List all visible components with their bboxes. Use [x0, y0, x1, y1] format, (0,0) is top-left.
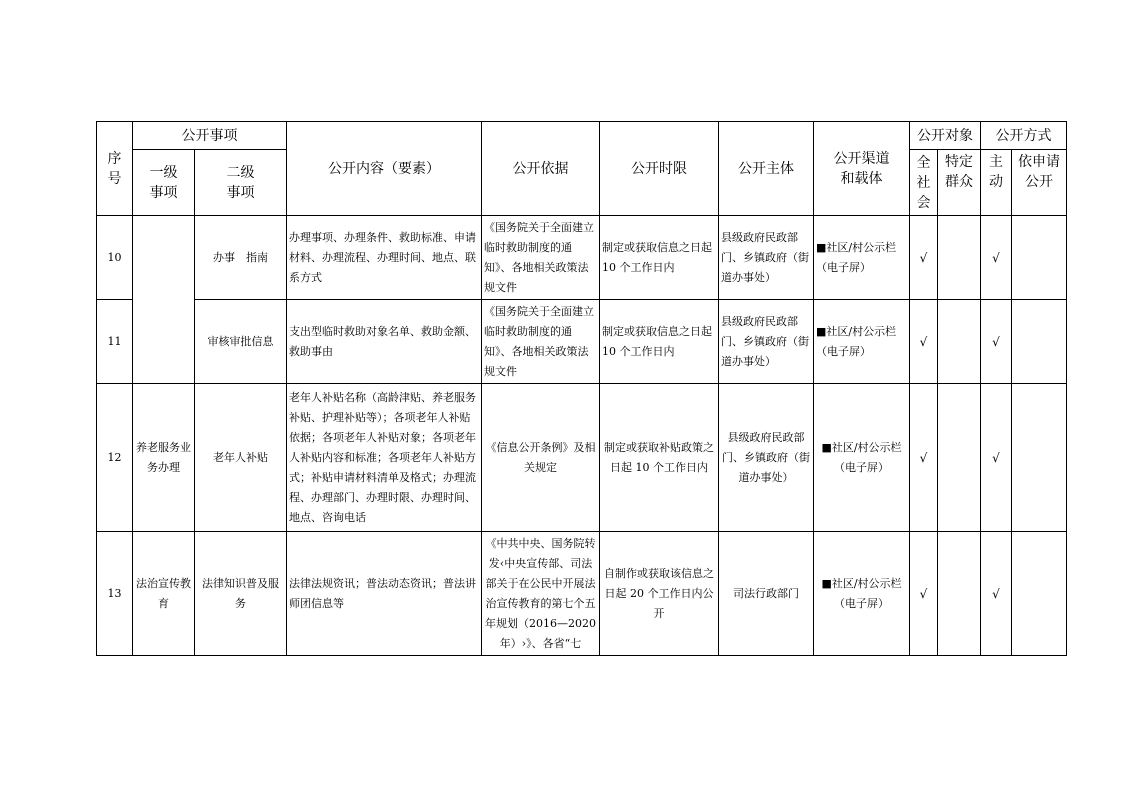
row-number: 13: [97, 532, 133, 656]
row-content: 法律法规资讯；普法动态资讯；普法讲师团信息等: [287, 532, 482, 656]
row-channel: ■社区/村公示栏（电子屏）: [814, 532, 910, 656]
row-check-active: √: [981, 532, 1012, 656]
row-level2: 老年人补贴: [195, 384, 287, 532]
header-method-group: 公开方式: [981, 122, 1067, 150]
table-row: [97, 216, 1067, 300]
row-channel: ■社区/村公示栏（电子屏）: [814, 300, 910, 384]
header-audience-specific-2: 群众: [945, 174, 973, 190]
row-subject: 县级政府民政部门、乡镇政府（街道办事处）: [719, 384, 814, 532]
row-subject: 司法行政部门: [719, 532, 814, 656]
header-audience-specific: [938, 150, 981, 216]
row-basis: 《国务院关于全面建立临时救助制度的通知》、各地相关政策法规文件: [482, 216, 600, 300]
header-method-request-1: 依申请: [1018, 154, 1060, 170]
row-content: 支出型临时救助对象名单、救助金额、救助事由: [287, 300, 482, 384]
row-number: 12: [97, 384, 133, 532]
row-level1: [133, 216, 195, 384]
row-check-active: √: [981, 300, 1012, 384]
row-check-all: √: [910, 384, 938, 532]
row-content: 办理事项、办理条件、救助标准、申请材料、办理流程、办理时间、地点、联系方式: [287, 216, 482, 300]
header-method-request-2: 公开: [1025, 174, 1053, 190]
row-level2: 办事 指南: [195, 216, 287, 300]
header-seq-line2: 号: [107, 170, 122, 187]
row-level2: 法律知识普及服务: [195, 532, 287, 656]
table-row: [97, 300, 1067, 384]
row-number: 10: [97, 216, 133, 300]
header-audience-specific-1: 特定: [945, 154, 973, 170]
header-audience-group: 公开对象: [910, 122, 981, 150]
row-check-specific: [938, 300, 981, 384]
row-check-specific: [938, 532, 981, 656]
row-subject: 县级政府民政部门、乡镇政府（街道办事处）: [719, 300, 814, 384]
header-subject: 公开主体: [719, 122, 814, 216]
header-method-active: [981, 150, 1012, 216]
header-level2-line1: 二级: [226, 164, 255, 181]
disclosure-table: [96, 121, 1067, 656]
table-row: [97, 384, 1067, 532]
row-check-active: √: [981, 384, 1012, 532]
row-check-all: √: [910, 300, 938, 384]
header-channel-line2: 和载体: [840, 170, 883, 187]
row-level1: 法治宣传教育: [133, 532, 195, 656]
header-content: 公开内容（要素）: [287, 122, 482, 216]
row-basis: 《中共中央、国务院转发‹中央宣传部、司法部关于在公民中开展法治宣传教育的第七个五年规划（2016—2020 年）›》、各省“七: [482, 532, 600, 656]
header-method-active-2: 动: [989, 174, 1003, 190]
header-audience-all-2: 社: [916, 174, 931, 191]
row-deadline: 制定或获取信息之日起 10 个工作日内: [600, 216, 719, 300]
row-check-request: [1012, 532, 1067, 656]
row-content: 老年人补贴名称（高龄津贴、养老服务补贴、护理补贴等）；各项老年人补贴依据；各项老年人补贴对象；各项老年人补贴内容和标准；各项老年人补贴方式；补贴申请材料清单及格式；办理流程、办理部门、办理时限、办理时间、地点、咨询电话: [287, 384, 482, 532]
row-basis: 《信息公开条例》及相关规定: [482, 384, 600, 532]
header-level2: [195, 150, 287, 216]
row-level2: 审核审批信息: [195, 300, 287, 384]
header-method-active-1: 主: [989, 154, 1003, 170]
header-audience-all-1: 全: [916, 154, 931, 171]
row-check-active: √: [981, 216, 1012, 300]
header-level1-line1: 一级: [149, 164, 178, 181]
header-method-request: [1012, 150, 1067, 216]
header-channel-line1: 公开渠道: [833, 150, 890, 167]
header-basis: 公开依据: [482, 122, 600, 216]
header-channel: [814, 122, 910, 216]
row-check-request: [1012, 300, 1067, 384]
row-channel: ■社区/村公示栏（电子屏）: [814, 384, 910, 532]
row-check-request: [1012, 216, 1067, 300]
header-deadline: 公开时限: [600, 122, 719, 216]
header-level2-line2: 事项: [226, 184, 255, 201]
row-check-request: [1012, 384, 1067, 532]
header-row-1: [97, 122, 1067, 150]
row-basis: 《国务院关于全面建立临时救助制度的通知》、各地相关政策法规文件: [482, 300, 600, 384]
header-level1-line2: 事项: [149, 184, 178, 201]
row-check-specific: [938, 384, 981, 532]
row-check-specific: [938, 216, 981, 300]
row-deadline: 制定或获取补贴政策之日起 10 个工作日内: [600, 384, 719, 532]
row-channel: ■社区/村公示栏（电子屏）: [814, 216, 910, 300]
table-row: [97, 532, 1067, 656]
header-seq: [97, 122, 133, 216]
header-item-group: 公开事项: [133, 122, 287, 150]
row-check-all: √: [910, 216, 938, 300]
row-deadline: 自制作或获取该信息之日起 20 个工作日内公开: [600, 532, 719, 656]
row-level1: 养老服务业务办理: [133, 384, 195, 532]
header-audience-all-3: 会: [916, 194, 931, 211]
row-subject: 县级政府民政部门、乡镇政府（街道办事处）: [719, 216, 814, 300]
row-check-all: √: [910, 532, 938, 656]
header-level1: [133, 150, 195, 216]
row-deadline: 制定或获取信息之日起 10 个工作日内: [600, 300, 719, 384]
row-number: 11: [97, 300, 133, 384]
header-seq-line1: 序: [107, 150, 122, 167]
header-audience-all: [910, 150, 938, 216]
